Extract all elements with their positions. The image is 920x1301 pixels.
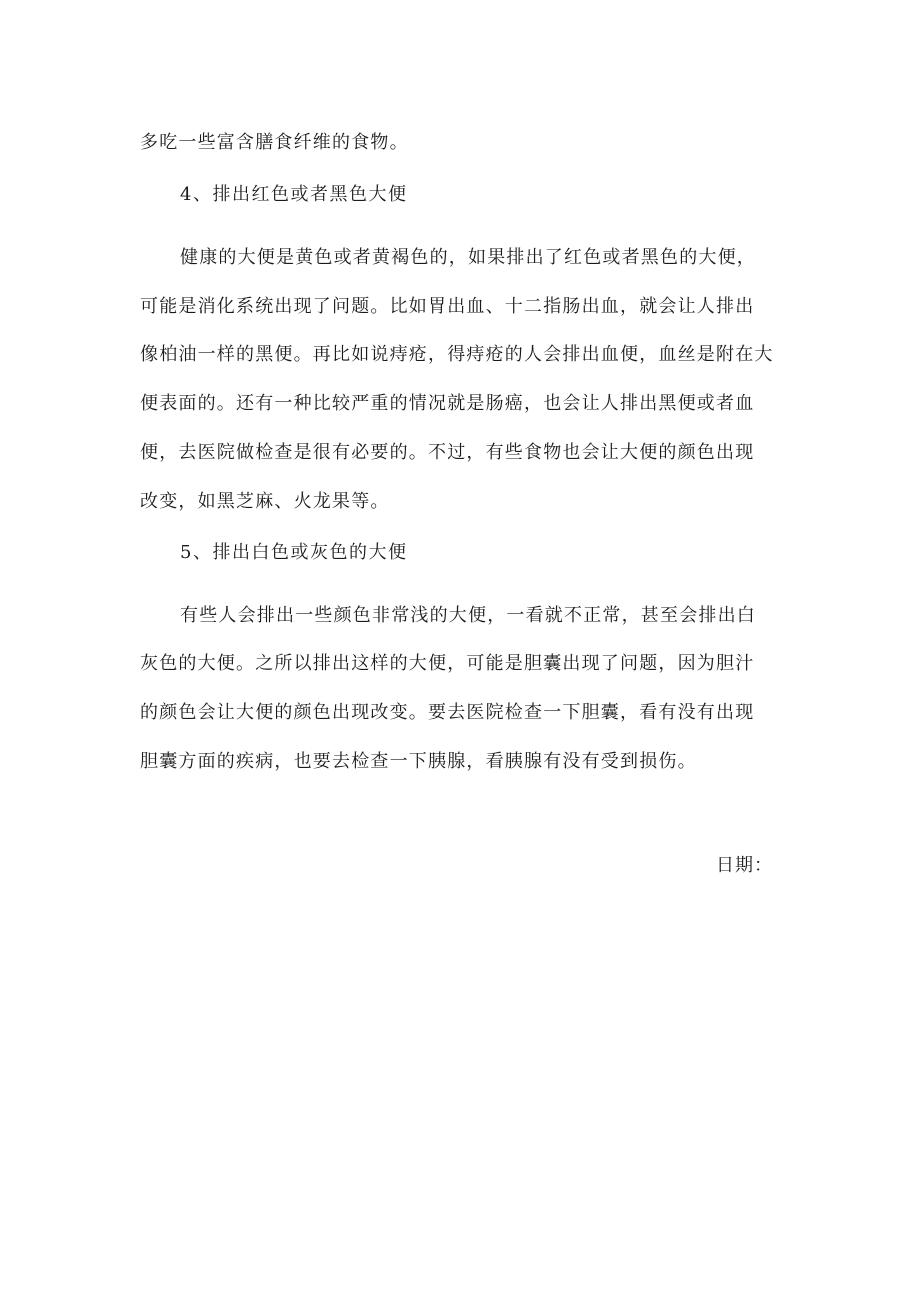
paragraph-line: 胆囊方面的疾病，也要去检查一下胰腺，看胰腺有没有受到损伤。 xyxy=(140,751,697,772)
paragraph-line: 便，去医院做检查是很有必要的。不过，有些食物也会让大便的颜色出现 xyxy=(140,442,755,463)
paragraph-line: 像柏油一样的黑便。再比如说痔疮，得痔疮的人会排出血便，血丝是附在大 xyxy=(140,344,774,365)
heading-section-5: 5、排出白色或灰色的大便 xyxy=(180,542,408,563)
paragraph-line: 灰色的大便。之所以排出这样的大便，可能是胆囊出现了问题，因为胆汁 xyxy=(140,653,755,674)
paragraph-line: 便表面的。还有一种比较严重的情况就是肠癌，也会让人排出黑便或者血 xyxy=(140,393,755,414)
paragraph-line: 改变，如黑芝麻、火龙果等。 xyxy=(140,491,390,512)
date-label: 日期： xyxy=(716,855,773,876)
paragraph-intro-tail: 多吃一些富含膳食纤维的食物。 xyxy=(140,132,409,153)
paragraph-line: 有些人会排出一些颜色非常浅的大便，一看就不正常，甚至会排出白 xyxy=(180,605,756,626)
paragraph-line: 的颜色会让大便的颜色出现改变。要去医院检查一下胆囊，看有没有出现 xyxy=(140,702,755,723)
paragraph-line: 健康的大便是黄色或者黄褐色的，如果排出了红色或者黑色的大便， xyxy=(180,247,756,268)
heading-section-4: 4、排出红色或者黑色大便 xyxy=(180,184,408,205)
paragraph-line: 可能是消化系统出现了问题。比如胃出血、十二指肠出血，就会让人排出 xyxy=(140,296,755,317)
